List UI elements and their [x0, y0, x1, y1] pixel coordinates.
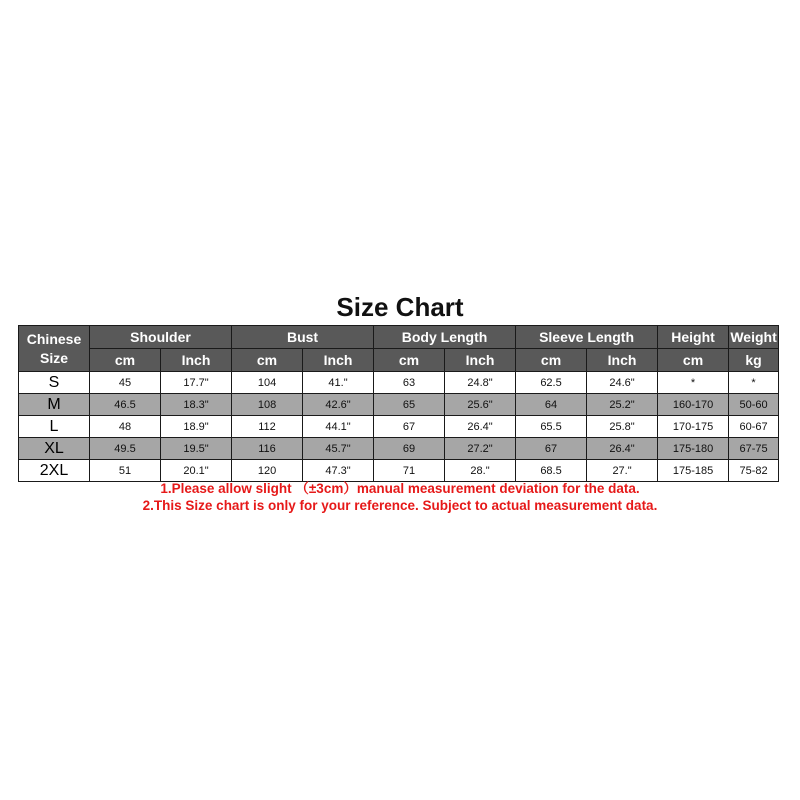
table-cell: 175-180	[658, 438, 729, 460]
size-chart-table	[18, 325, 779, 482]
table-cell: 65.5	[516, 416, 587, 438]
table-cell: 75-82	[729, 460, 779, 482]
table-cell: 112	[232, 416, 303, 438]
table-cell: 60-67	[729, 416, 779, 438]
table-cell: *	[658, 372, 729, 394]
table-cell: 46.5	[90, 394, 161, 416]
size-header-line1: Chinese	[26, 330, 82, 347]
table-cell: 24.6"	[587, 372, 658, 394]
table-cell: 62.5	[516, 372, 587, 394]
size-cell: M	[19, 394, 90, 416]
table-cell: 18.3"	[161, 394, 232, 416]
unit-header-sleeve-length-inch: Inch	[587, 349, 658, 372]
table-cell: 120	[232, 460, 303, 482]
table-cell: 67	[374, 416, 445, 438]
table-cell: 19.5"	[161, 438, 232, 460]
table-cell: 48	[90, 416, 161, 438]
unit-header-body-length-cm: cm	[374, 349, 445, 372]
table-cell: 26.4"	[587, 438, 658, 460]
size-cell: 2XL	[19, 460, 90, 482]
group-header-bust: Bust	[232, 326, 374, 349]
group-header-sleeve-length: Sleeve Length	[516, 326, 658, 349]
table-cell: 26.4"	[445, 416, 516, 438]
notes-block	[0, 480, 800, 514]
table-cell: 17.7"	[161, 372, 232, 394]
size-header-line2: Size	[39, 349, 68, 366]
table-cell: 20.1"	[161, 460, 232, 482]
table-cell: 63	[374, 372, 445, 394]
table-cell: 27.2"	[445, 438, 516, 460]
size-cell: L	[19, 416, 90, 438]
table-row	[19, 416, 779, 438]
table-cell: 27."	[587, 460, 658, 482]
table-row	[19, 460, 779, 482]
table-cell: 64	[516, 394, 587, 416]
table-cell: 170-175	[658, 416, 729, 438]
table-cell: 44.1"	[303, 416, 374, 438]
note-measurement-deviation: 1.Please allow slight （±3cm）manual measurement deviation for the data.	[160, 481, 640, 496]
table-cell: 175-185	[658, 460, 729, 482]
table-row	[19, 372, 779, 394]
unit-header-shoulder-inch: Inch	[161, 349, 232, 372]
table-cell: 50-60	[729, 394, 779, 416]
table-cell: 25.8"	[587, 416, 658, 438]
unit-header-body-length-inch: Inch	[445, 349, 516, 372]
unit-header-bust-inch: Inch	[303, 349, 374, 372]
size-cell: XL	[19, 438, 90, 460]
table-row	[19, 438, 779, 460]
table-cell: 42.6"	[303, 394, 374, 416]
table-cell: 24.8"	[445, 372, 516, 394]
table-cell: 68.5	[516, 460, 587, 482]
table-cell: 47.3"	[303, 460, 374, 482]
table-cell: 25.2"	[587, 394, 658, 416]
unit-header-height-cm: cm	[658, 349, 729, 372]
unit-header-shoulder-cm: cm	[90, 349, 161, 372]
table-cell: 25.6"	[445, 394, 516, 416]
group-header-shoulder: Shoulder	[90, 326, 232, 349]
note-reference-only: 2.This Size chart is only for your reference. Subject to actual measurement data.	[142, 498, 658, 513]
header-row-groups	[19, 326, 779, 349]
table-cell: 45	[90, 372, 161, 394]
size-column-header	[19, 326, 90, 372]
table-cell: 45.7"	[303, 438, 374, 460]
table-cell: 71	[374, 460, 445, 482]
group-header-height: Height	[658, 326, 729, 349]
table-cell: 67	[516, 438, 587, 460]
table-cell: 18.9"	[161, 416, 232, 438]
unit-header-bust-cm: cm	[232, 349, 303, 372]
table-cell: 51	[90, 460, 161, 482]
table-cell: 49.5	[90, 438, 161, 460]
table-cell: 65	[374, 394, 445, 416]
table-cell: 104	[232, 372, 303, 394]
unit-header-weight-kg: kg	[729, 349, 779, 372]
header-row-units	[19, 349, 779, 372]
table-cell: 160-170	[658, 394, 729, 416]
unit-header-sleeve-length-cm: cm	[516, 349, 587, 372]
size-chart-title: Size Chart	[336, 292, 464, 322]
size-cell: S	[19, 372, 90, 394]
table-cell: 116	[232, 438, 303, 460]
table-cell: 67-75	[729, 438, 779, 460]
group-header-body-length: Body Length	[374, 326, 516, 349]
table-cell: *	[729, 372, 779, 394]
size-table-body	[19, 372, 779, 482]
table-cell: 41."	[303, 372, 374, 394]
table-cell: 69	[374, 438, 445, 460]
table-cell: 108	[232, 394, 303, 416]
table-cell: 28."	[445, 460, 516, 482]
table-row	[19, 394, 779, 416]
group-header-weight: Weight	[729, 326, 779, 349]
